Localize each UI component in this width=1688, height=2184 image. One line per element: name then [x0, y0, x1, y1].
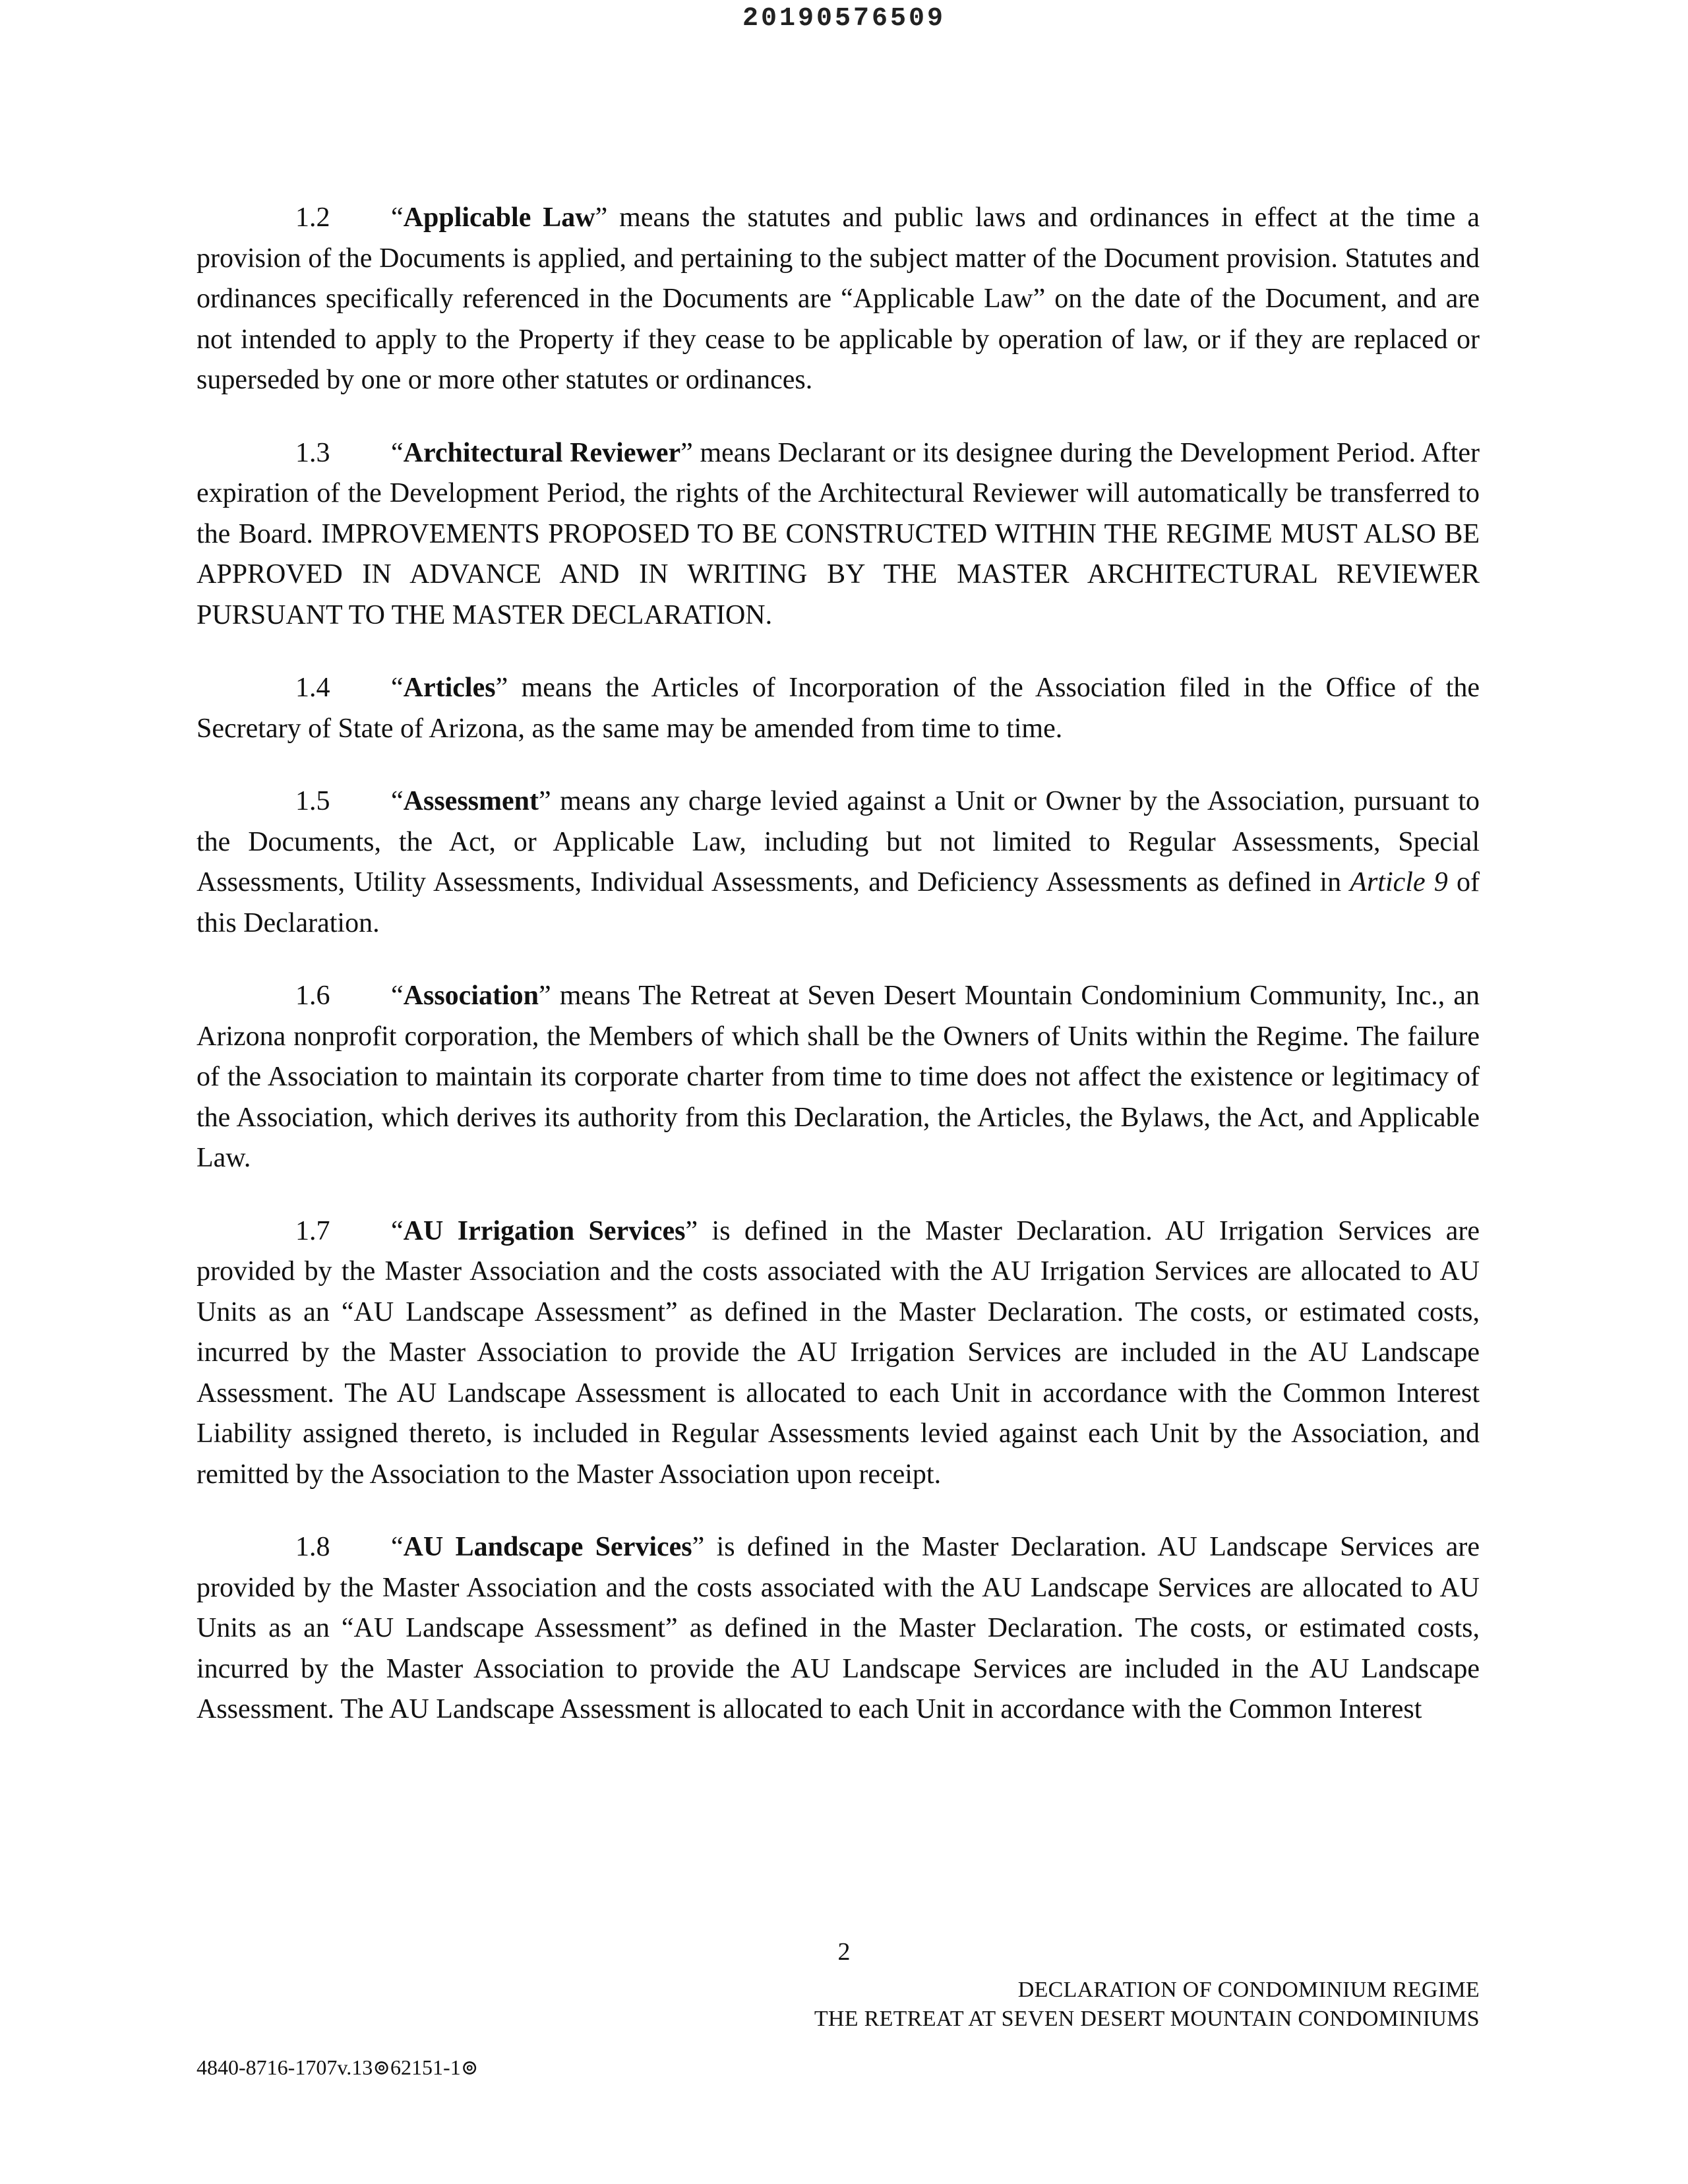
- footer-title: [814, 1976, 1480, 2034]
- section-number: 1.5: [295, 786, 330, 816]
- definition-text: means any charge levied against a Unit or Owner by the Association, pursuant to the Documents, the Act, or Applicable Law, including but not limited to Regular Assessments, Special Assessments, Utility Assessments, Individual Assessments, and Deficiency Assessments as defined in: [196, 786, 1480, 897]
- document-id: 4840-8716-1707v.13⊚62151-1⊚: [196, 2055, 479, 2079]
- defined-term: AU Irrigation Services: [403, 1215, 686, 1246]
- recording-number: 20190576509: [742, 4, 946, 34]
- section-number: 1.4: [295, 673, 330, 703]
- definition-1-6: 1.6 “Association” means The Retreat at Seven Desert Mountain Condominium Community, Inc., an Arizona nonprofit corporation, the Members of which shall be the Owners of Units within the Regime. The failure of the Association to maintain its corporate charter from time to time does not affect the existence or legitimacy of the Association, which derives its authority from this Declaration, the Articles, the Bylaws, the Act, and Applicable Law.: [196, 976, 1480, 1179]
- section-number: 1.2: [295, 202, 330, 233]
- definition-1-4: 1.4 “Articles” means the Articles of Incorporation of the Association filed in the Office of the Secretary of State of Arizona, as the same may be amended from time to time.: [196, 668, 1480, 749]
- section-number: 1.8: [295, 1532, 330, 1562]
- definition-text-end: of this Declaration.: [196, 867, 1480, 938]
- footer-title-line-1: DECLARATION OF CONDOMINIUM REGIME: [1017, 1978, 1480, 2002]
- definition-text: is defined in the Master Declaration. AU Irrigation Services are provided by the Master Association and the costs associated with the AU Irrigation Services are allocated to AU Units as an “AU Landscape Assessment” as defined in the Master Declaration. The costs, or estimated costs, incurred by the Master Association to provide the AU Irrigation Services are included in the AU Landscape Assessment. The AU Landscape Assessment is allocated to each Unit in accordance with the Common Interest Liability assigned thereto, is included in Regular Assessments levied against each Unit by the Association, and remitted by the Association to the Master Association upon receipt.: [196, 1215, 1480, 1490]
- document-body: [196, 198, 1480, 1763]
- definition-text: means the statutes and public laws and ordinances in effect at the time a provision of the Documents is applied, and pertaining to the subject matter of the Document provision. Statutes and ordinances specifically referenced in the Documents are “Applicable Law” on the date of the Document, and are not intended to apply to the Property if they cease to be applicable by operation of law, or if they are replaced or superseded by one or more other statutes or ordinances.: [196, 202, 1480, 395]
- section-number: 1.6: [295, 981, 330, 1011]
- defined-term: Architectural Reviewer: [403, 437, 681, 468]
- article-reference: Article 9: [1350, 867, 1448, 897]
- definition-text: is defined in the Master Declaration. AU Landscape Services are provided by the Master Association and the costs associated with the AU Landscape Services are allocated to AU Units as an “AU Landscape Assessment” as defined in the Master Declaration. The costs, or estimated costs, incurred by the Master Association to provide the AU Landscape Services are included in the AU Landscape Assessment. The AU Landscape Assessment is allocated to each Unit in accordance with the Common Interest: [196, 1532, 1480, 1724]
- section-number: 1.7: [295, 1215, 330, 1246]
- defined-term: Association: [403, 981, 539, 1011]
- section-number: 1.3: [295, 437, 330, 468]
- definition-1-3: 1.3 “Architectural Reviewer” means Declarant or its designee during the Development Period. After expiration of the Development Period, the rights of the Architectural Reviewer will automatically be transferred to the Board. IMPROVEMENTS PROPOSED TO BE CONSTRUCTED WITHIN THE REGIME MUST ALSO BE APPROVED IN ADVANCE AND IN WRITING BY THE MASTER ARCHITECTURAL REVIEWER PURSUANT TO THE MASTER DECLARATION.: [196, 433, 1480, 636]
- definition-1-5: 1.5 “Assessment” means any charge levied against a Unit or Owner by the Association, pursuant to the Documents, the Act, or Applicable Law, including but not limited to Regular Assessments, Special Assessments, Utility Assessments, Individual Assessments, and Deficiency Assessments as defined in Article 9 of this Declaration.: [196, 781, 1480, 944]
- footer-title-line-2: THE RETREAT AT SEVEN DESERT MOUNTAIN CONDOMINIUMS: [814, 2007, 1480, 2031]
- page-number: 2: [837, 1938, 851, 1966]
- defined-term: Articles: [403, 673, 496, 703]
- definition-1-7: 1.7 “AU Irrigation Services” is defined in the Master Declaration. AU Irrigation Services are provided by the Master Association and the costs associated with the AU Irrigation Services are allocated to AU Units as an “AU Landscape Assessment” as defined in the Master Declaration. The costs, or estimated costs, incurred by the Master Association to provide the AU Irrigation Services are included in the AU Landscape Assessment. The AU Landscape Assessment is allocated to each Unit in accordance with the Common Interest Liability assigned thereto, is included in Regular Assessments levied against each Unit by the Association, and remitted by the Association to the Master Association upon receipt.: [196, 1211, 1480, 1496]
- definition-text: means The Retreat at Seven Desert Mountain Condominium Community, Inc., an Arizona nonprofit corporation, the Members of which shall be the Owners of Units within the Regime. The failure of the Association to maintain its corporate charter from time to time does not affect the existence or legitimacy of the Association, which derives its authority from this Declaration, the Articles, the Bylaws, the Act, and Applicable Law.: [196, 981, 1480, 1173]
- defined-term: Assessment: [403, 786, 539, 816]
- defined-term: Applicable Law: [403, 202, 595, 233]
- definition-1-8: 1.8 “AU Landscape Services” is defined in the Master Declaration. AU Landscape Services are provided by the Master Association and the costs associated with the AU Landscape Services are allocated to AU Units as an “AU Landscape Assessment” as defined in the Master Declaration. The costs, or estimated costs, incurred by the Master Association to provide the AU Landscape Services are included in the AU Landscape Assessment. The AU Landscape Assessment is allocated to each Unit in accordance with the Common Interest: [196, 1527, 1480, 1730]
- definition-1-2: 1.2 “Applicable Law” means the statutes and public laws and ordinances in effect at the time a provision of the Documents is applied, and pertaining to the subject matter of the Document provision. Statutes and ordinances specifically referenced in the Documents are “Applicable Law” on the date of the Document, and are not intended to apply to the Property if they cease to be applicable by operation of law, or if they are replaced or superseded by one or more other statutes or ordinances.: [196, 198, 1480, 401]
- defined-term: AU Landscape Services: [403, 1532, 692, 1562]
- definition-text: means Declarant or its designee during the Development Period. After expiration of the Development Period, the rights of the Architectural Reviewer will automatically be transferred to the Board. IMPROVEMENTS PROPOSED TO BE CONSTRUCTED WITHIN THE REGIME MUST ALSO BE APPROVED IN ADVANCE AND IN WRITING BY THE MASTER ARCHITECTURAL REVIEWER PURSUANT TO THE MASTER DECLARATION.: [196, 437, 1480, 630]
- definition-text: means the Articles of Incorporation of the Association filed in the Office of the Secretary of State of Arizona, as the same may be amended from time to time.: [196, 673, 1480, 744]
